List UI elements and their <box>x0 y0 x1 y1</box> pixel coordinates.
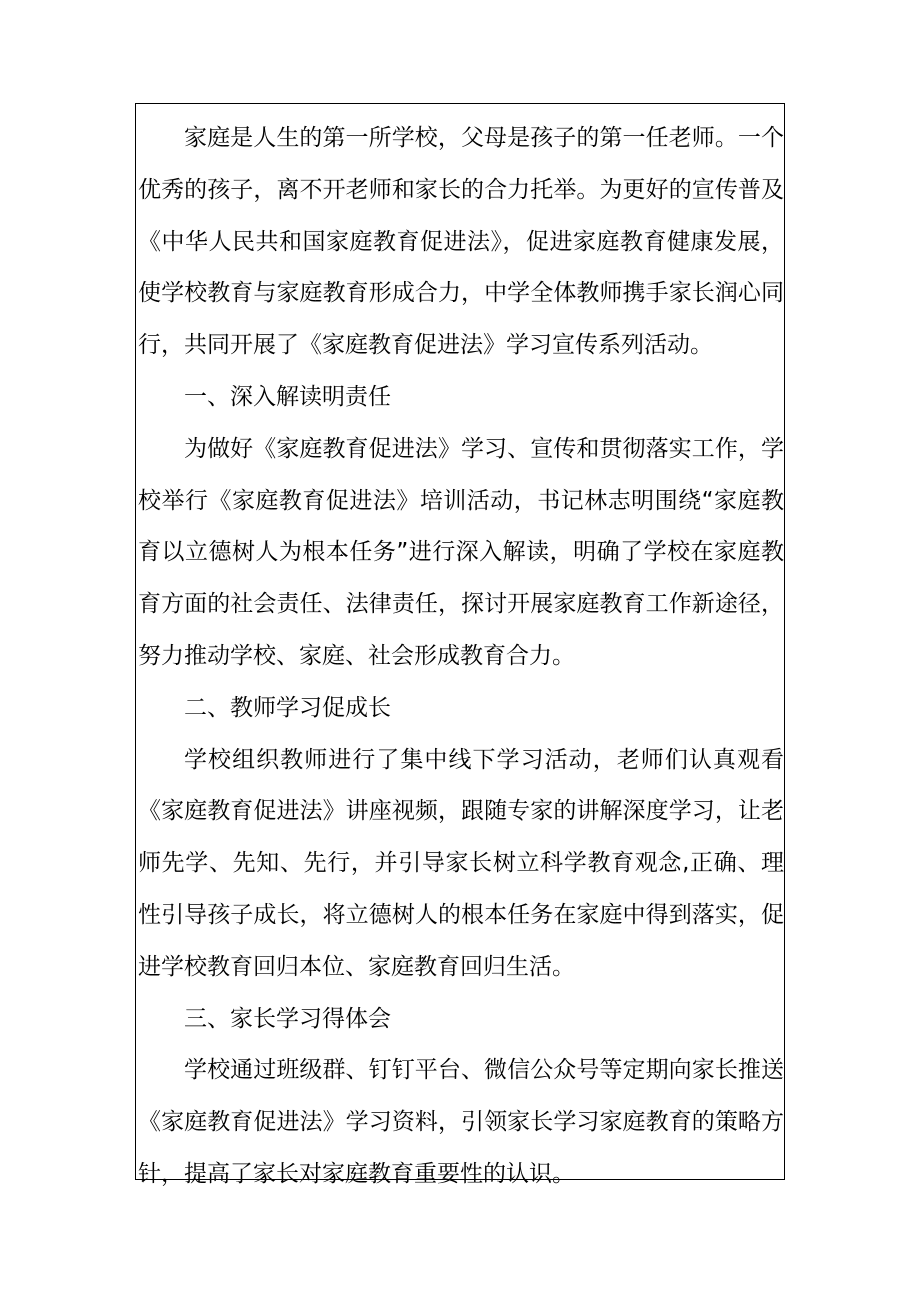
intro-paragraph: 家庭是人生的第一所学校，父母是孩子的第一任老师。一个优秀的孩子，离不开老师和家长的合力托举。为更好的宣传普及《中华人民共和国家庭教育促进法》，促进家庭教育健康发展，使学校教育与家庭教育形成合力，中学全体教师携手家长润心同行，共同开展了《家庭教育促进法》学习宣传系列活动。 <box>138 125 784 359</box>
section-body-2: 学校组织教师进行了集中线下学习活动，老师们认真观看《家庭教育促进法》讲座视频，跟随专家的讲解深度学习，让老师先学、先知、先行，并引导家长树立科学教育观念,正确、理性引导孩子成长，将立德树人的根本任务在家庭中得到落实，促进学校教育回归本位、家庭教育回归生活。 <box>138 746 784 980</box>
document-body <box>138 113 784 1201</box>
section-body-1: 为做好《家庭教育促进法》学习、宣传和贯彻落实工作，学校举行《家庭教育促进法》培训活动，书记林志明围绕“家庭教育以立德树人为根本任务”进行深入解读，明确了学校在家庭教育方面的社会责任、法律责任，探讨开展家庭教育工作新途径，努力推动学校、家庭、社会形成教育合力。 <box>138 435 784 669</box>
section-heading-2: 二、教师学习促成长 <box>184 694 391 721</box>
section-body-3: 学校通过班级群、钉钉平台、微信公众号等定期向家长推送《家庭教育促进法》学习资料，引领家长学习家庭教育的策略方针，提高了家长对家庭教育重要性的认识。 <box>138 1057 784 1187</box>
section-heading-1: 一、深入解读明责任 <box>184 383 391 410</box>
section-heading-3: 三、家长学习得体会 <box>184 1005 391 1032</box>
